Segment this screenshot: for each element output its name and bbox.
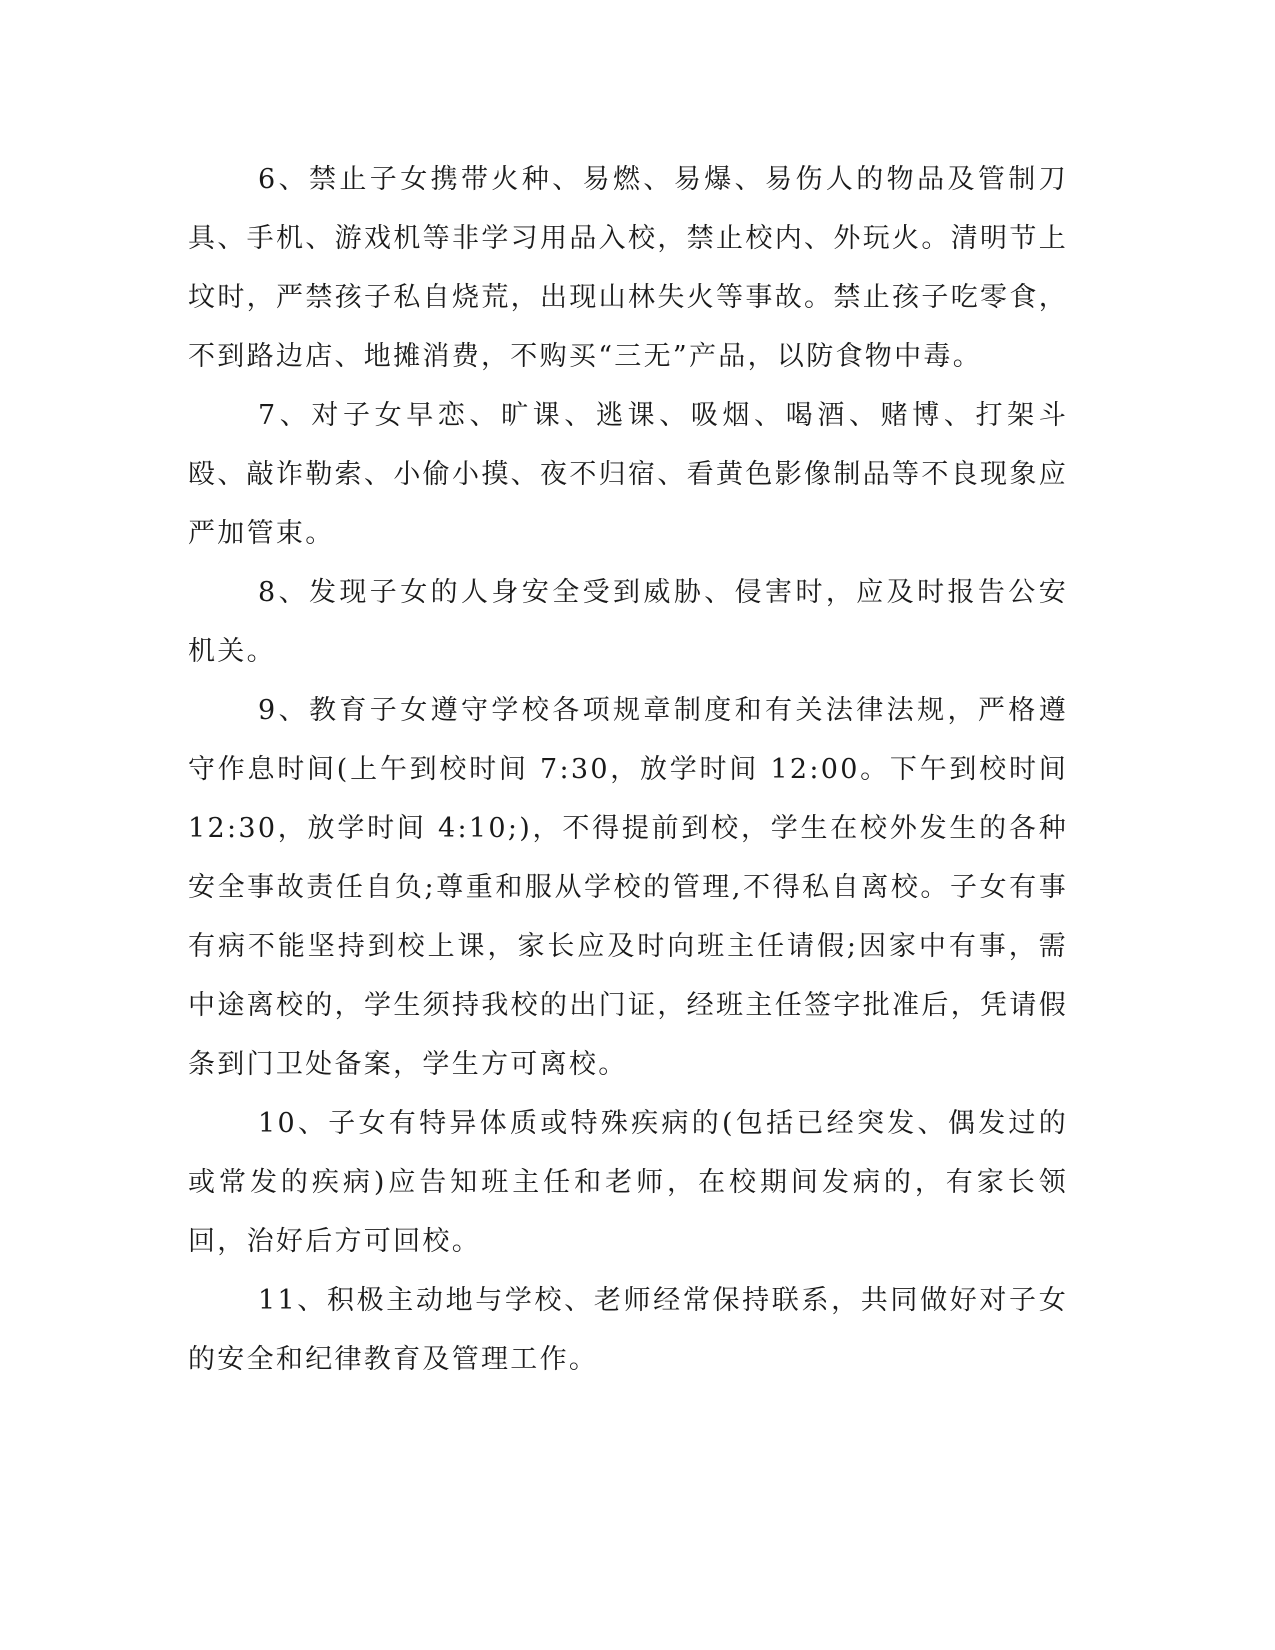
- paragraph-item-11: 11、积极主动地与学校、老师经常保持联系，共同做好对子女的安全和纪律教育及管理工作。: [188, 1285, 1068, 1375]
- paragraph-item-7: 7、对子女早恋、旷课、逃课、吸烟、喝酒、赌博、打架斗殴、敲诈勒索、小偷小摸、夜不归宿、看黄色影像制品等不良现象应严加管束。: [188, 400, 1068, 549]
- paragraph-item-10: 10、子女有特异体质或特殊疾病的(包括已经突发、偶发过的或常发的疾病)应告知班主任和老师，在校期间发病的，有家长领回，治好后方可回校。: [188, 1108, 1068, 1257]
- paragraph-item-8: 8、发现子女的人身安全受到威胁、侵害时，应及时报告公安机关。: [188, 577, 1068, 667]
- document-body: [188, 150, 1068, 1389]
- paragraph-item-9: 9、教育子女遵守学校各项规章制度和有关法律法规，严格遵守作息时间(上午到校时间 7:30，放学时间 12:00。下午到校时间 12:30，放学时间 4:10;)，不得提前到校，学生在校外发生的各种安全事故责任自负;尊重和服从学校的管理,不得私自离校。子女有事有病不能坚持到校上课，家长应及时向班主任请假;因家中有事，需中途离校的，学生须持我校的出门证，经班主任签字批准后，凭请假条到门卫处备案，学生方可离校。: [188, 695, 1068, 1080]
- paragraph-item-6: 6、禁止子女携带火种、易燃、易爆、易伤人的物品及管制刀具、手机、游戏机等非学习用品入校，禁止校内、外玩火。清明节上坟时，严禁孩子私自烧荒，出现山林失火等事故。禁止孩子吃零食，不到路边店、地摊消费，不购买“三无”产品，以防食物中毒。: [188, 164, 1068, 372]
